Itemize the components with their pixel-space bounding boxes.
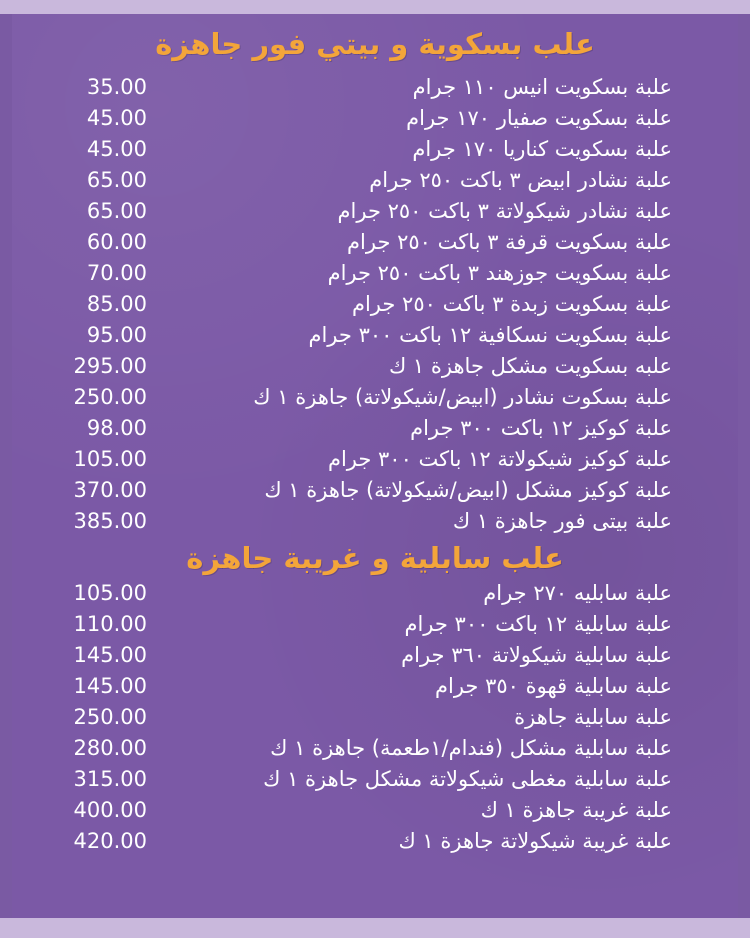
list-item [0,506,750,537]
item-price: 145.00 [73,674,147,698]
item-price: 370.00 [73,478,147,502]
item-price: 65.00 [86,168,147,192]
list-item [0,733,750,764]
list-item [0,764,750,795]
item-name: علبة بسكويت زبدة ٣ باكت ٢٥٠ جرام [351,292,672,316]
item-name: علبة بيتى فور جاهزة ١ ك [452,509,672,533]
list-item [0,578,750,609]
list-item [0,289,750,320]
item-name: علبة بسكوت نشادر (ابيض/شيكولاتة) جاهزة ١ ك [253,385,672,409]
item-name: علبه بسكويت مشكل جاهزة ١ ك [388,354,672,378]
item-price: 315.00 [73,767,147,791]
list-item [0,475,750,506]
item-name: علبة بسكويت قرفة ٣ باكت ٢٥٠ جرام [347,230,672,254]
item-name: علبة نشادر شيكولاتة ٣ باكت ٢٥٠ جرام [337,199,672,223]
list-item [0,702,750,733]
item-price: 385.00 [73,509,147,533]
item-price: 60.00 [86,230,147,254]
item-price: 95.00 [86,323,147,347]
list-item [0,258,750,289]
section-title: علب بسكوية و بيتي فور جاهزة [155,27,595,61]
list-item [0,196,750,227]
item-name: علبة سابليه ٢٧٠ جرام [483,581,672,605]
list-item [0,444,750,475]
list-item [0,640,750,671]
item-name: علبة بسكويت انيس ١١٠ جرام [412,75,672,99]
item-price: 35.00 [86,75,147,99]
list-item [0,609,750,640]
item-price: 45.00 [86,106,147,130]
list-item [0,413,750,444]
item-price: 250.00 [73,385,147,409]
item-name: علبة بسكويت جوزهند ٣ باكت ٢٥٠ جرام [327,261,672,285]
list-item [0,382,750,413]
item-price: 65.00 [86,199,147,223]
item-name: علبة سابلية شيكولاتة ٣٦٠ جرام [401,643,672,667]
item-price: 98.00 [86,416,147,440]
list-item [0,227,750,258]
item-name: علبة غريبة جاهزة ١ ك [480,798,672,822]
item-price: 110.00 [73,612,147,636]
top-border [0,0,750,14]
list-item [0,351,750,382]
item-price: 280.00 [73,736,147,760]
item-price: 250.00 [73,705,147,729]
item-name: علبة بسكويت نسكافية ١٢ باكت ٣٠٠ جرام [308,323,672,347]
item-name: علبة كوكيز ١٢ باكت ٣٠٠ جرام [410,416,672,440]
item-name: علبة سابلية جاهزة [514,705,672,729]
item-price: 145.00 [73,643,147,667]
item-name: علبة غريبة شيكولاتة جاهزة ١ ك [398,829,672,853]
price-list [0,72,750,537]
list-item [0,72,750,103]
list-item [0,134,750,165]
section-title: علب سابلية و غريبة جاهزة [186,541,564,575]
item-price: 420.00 [73,829,147,853]
list-item [0,103,750,134]
item-price: 85.00 [86,292,147,316]
item-name: علبة بسكويت صفيار ١٧٠ جرام [406,106,672,130]
item-name: علبة كوكيز مشكل (ابيض/شيكولاتة) جاهزة ١ ك [264,478,672,502]
item-name: علبة بسكويت كناريا ١٧٠ جرام [412,137,672,161]
price-list [0,578,750,857]
item-name: علبة سابلية مشكل (فندام/١طعمة) جاهزة ١ ك [270,736,672,760]
item-name: علبة نشادر ابيض ٣ باكت ٢٥٠ جرام [369,168,672,192]
item-price: 45.00 [86,137,147,161]
list-item [0,795,750,826]
list-item [0,165,750,196]
item-name: علبة سابلية قهوة ٣٥٠ جرام [435,674,672,698]
item-price: 70.00 [86,261,147,285]
item-price: 105.00 [73,447,147,471]
item-name: علبة سابلية ١٢ باكت ٣٠٠ جرام [404,612,672,636]
list-item [0,320,750,351]
item-name: علبة كوكيز شيكولاتة ١٢ باكت ٣٠٠ جرام [327,447,672,471]
bottom-border [0,918,750,938]
item-price: 400.00 [73,798,147,822]
item-name: علبة سابلية مغطى شيكولاتة مشكل جاهزة ١ ك [263,767,672,791]
list-item [0,826,750,857]
item-price: 295.00 [73,354,147,378]
list-item [0,671,750,702]
item-price: 105.00 [73,581,147,605]
